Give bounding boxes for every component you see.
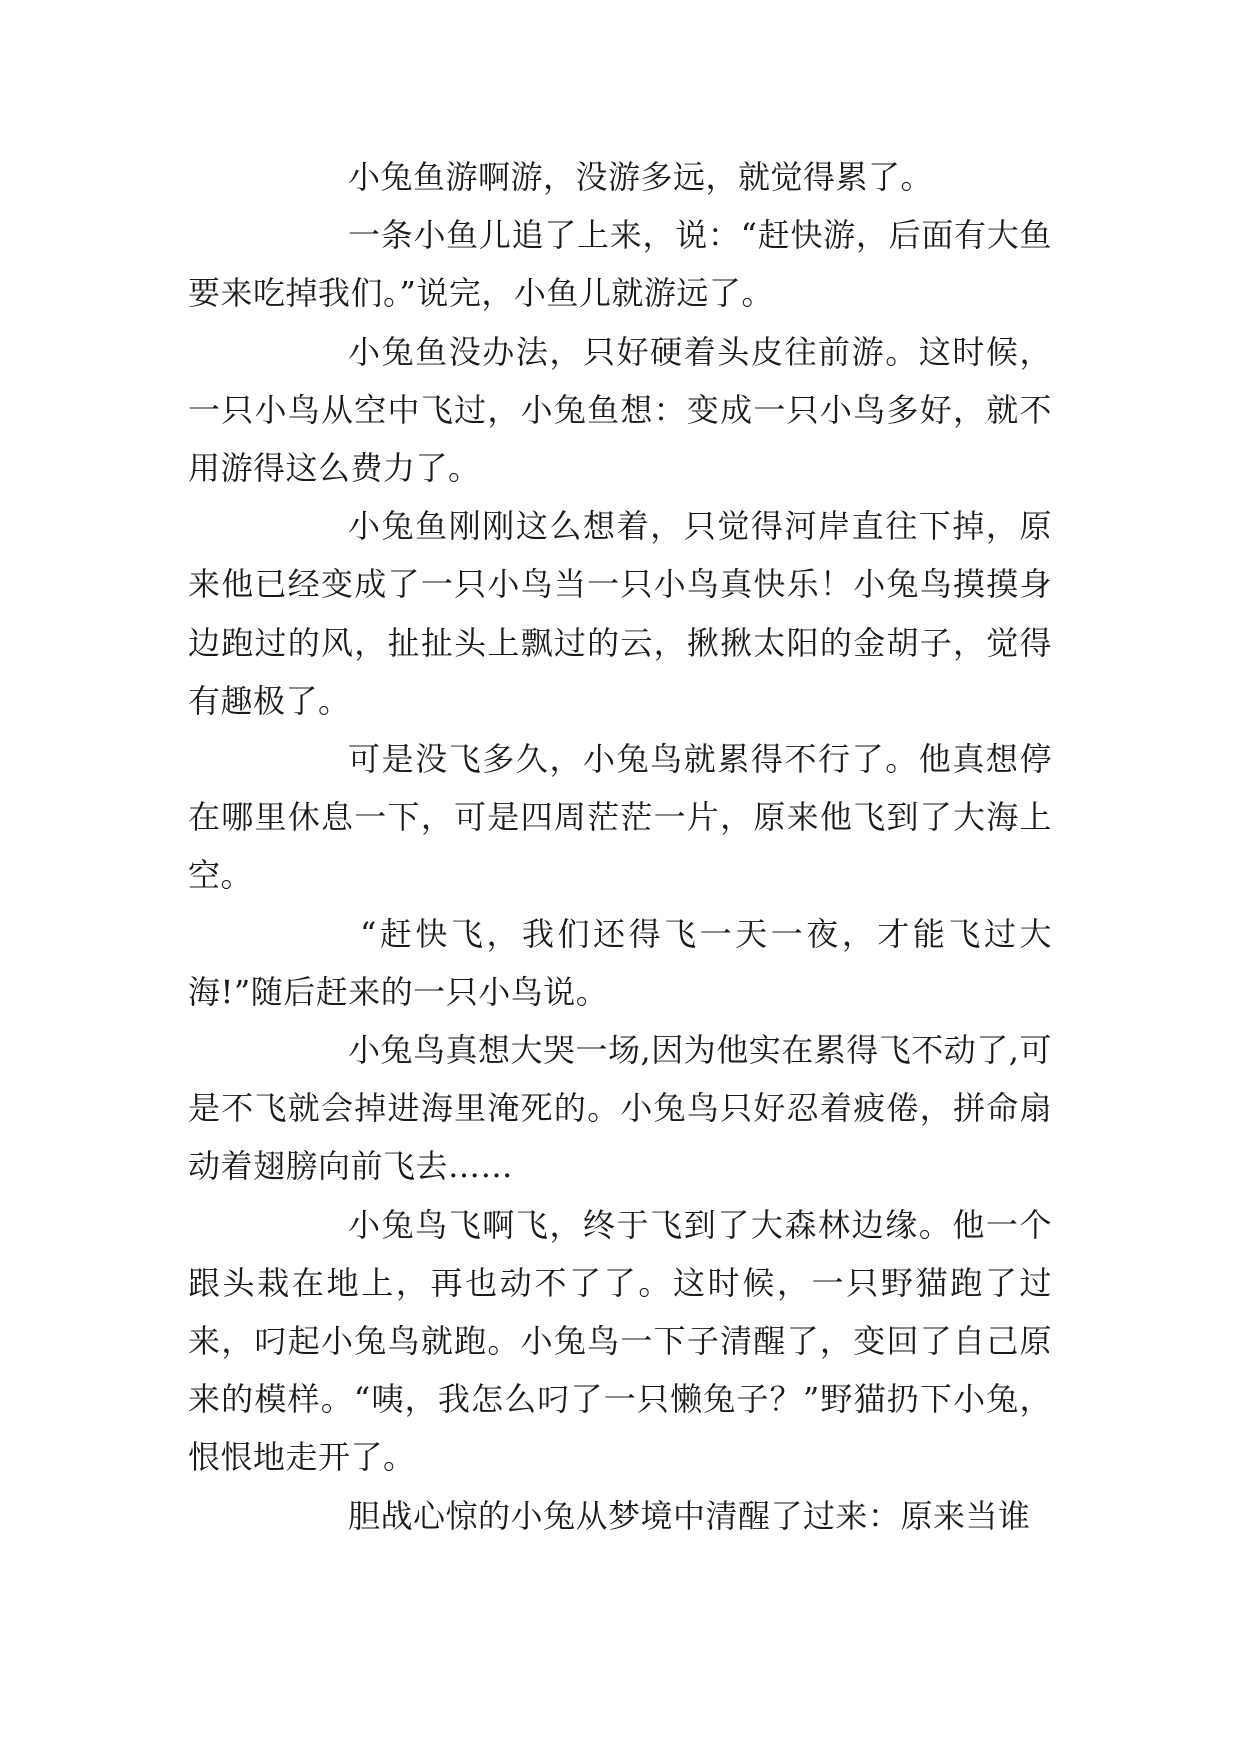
paragraph-8: 小兔鸟飞啊飞，终于飞到了大森林边缘。他一个跟头栽在地上，再也动不了了。这时候，一只野猫跑了过来，叼起小兔鸟就跑。小兔鸟一下子清醒了，变回了自己原来的模样。“咦，我怎么叼了一只懒兔子？”野猫扔下小兔，恨恨地走开了。 (188, 1205, 1052, 1477)
paragraph-2: 一条小鱼儿追了上来，说：“赶快游，后面有大鱼要来吃掉我们。”说完，小鱼儿就游远了。 (188, 216, 1052, 313)
paragraph-4: 小兔鱼刚刚这么想着，只觉得河岸直往下掉，原来他已经变成了一只小鸟当一只小鸟真快乐！小兔鸟摸摸身边跑过的风，扯扯头上飘过的云，揪揪太阳的金胡子，觉得有趣极了。 (188, 507, 1052, 720)
paragraph-5: 可是没飞多久，小兔鸟就累得不行了。他真想停在哪里休息一下，可是四周茫茫一片，原来他飞到了大海上空。 (188, 740, 1052, 895)
paragraph-6: “赶快飞，我们还得飞一天一夜，才能飞过大海!”随后赶来的一只小鸟说。 (188, 914, 1052, 1011)
paragraph-1: 小兔鱼游啊游，没游多远，就觉得累了。 (348, 158, 934, 196)
document-page (188, 148, 1052, 1545)
paragraph-3: 小兔鱼没办法，只好硬着头皮往前游。这时候，一只小鸟从空中飞过，小兔鱼想：变成一只小鸟多好，就不用游得这么费力了。 (188, 332, 1052, 488)
paragraph-9: 胆战心惊的小兔从梦境中清醒了过来：原来当谁 (348, 1496, 1031, 1535)
paragraph-7: 小兔鸟真想大哭一场,因为他实在累得飞不动了,可是不飞就会掉进海里淹死的。小兔鸟只好忍着疲倦，拼命扇动着翅膀向前飞去…… (188, 1031, 1052, 1186)
